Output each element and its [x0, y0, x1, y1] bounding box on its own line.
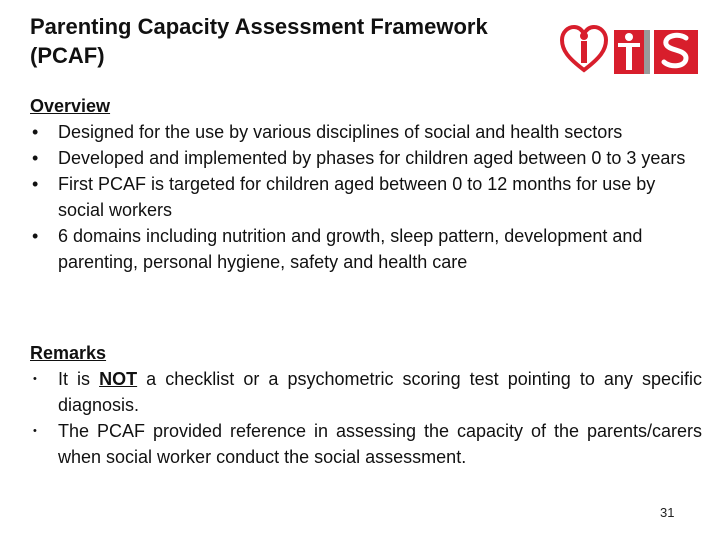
remarks-list [30, 366, 702, 470]
list-item [30, 119, 702, 145]
list-item [30, 145, 702, 171]
overview-item-text: Developed and implemented by phases for children aged between 0 to 3 years [58, 148, 686, 168]
logo-graphic [560, 22, 700, 82]
not-emphasis: NOT [99, 369, 138, 389]
slide-title: Parenting Capacity Assessment Framework (PCAF) [30, 14, 488, 68]
logo-group [560, 22, 700, 82]
remark-item-text: The PCAF provided reference in assessing the capacity of the parents/carers when social worker conduct the social assessment. [58, 421, 702, 467]
overview-heading: Overview [30, 96, 111, 116]
bullet: • [32, 226, 39, 246]
list-item [30, 223, 702, 275]
bullet: • [32, 122, 39, 142]
bullet: • [32, 148, 39, 168]
heart-with-figure-logo-icon [562, 27, 606, 70]
list-item [30, 418, 702, 470]
overview-item-text: First PCAF is targeted for children aged between 0 to 12 months for use by social workers [58, 174, 656, 220]
remark-suffix-text: a checklist or a psychometric scoring test pointing to any specific diagnosis. [58, 369, 702, 415]
overview-section [30, 93, 702, 275]
bullet: • [33, 373, 37, 385]
remarks-heading: Remarks [30, 343, 107, 363]
department-of-health-logo-icon [614, 30, 650, 74]
remark-prefix-text: It is [58, 369, 100, 389]
overview-item-text: 6 domains including nutrition and growth, sleep pattern, development and parenting, personal hygiene, safety and health care [58, 226, 643, 272]
social-welfare-logo-icon [654, 30, 698, 74]
bullet: • [32, 174, 39, 194]
bullet: • [33, 425, 37, 437]
remarks-section [30, 340, 702, 470]
overview-list [30, 119, 702, 275]
page-number: 31 [660, 505, 675, 520]
list-item [30, 366, 702, 418]
list-item [30, 171, 702, 223]
overview-item-text: Designed for the use by various disciplines of social and health sectors [58, 122, 623, 142]
